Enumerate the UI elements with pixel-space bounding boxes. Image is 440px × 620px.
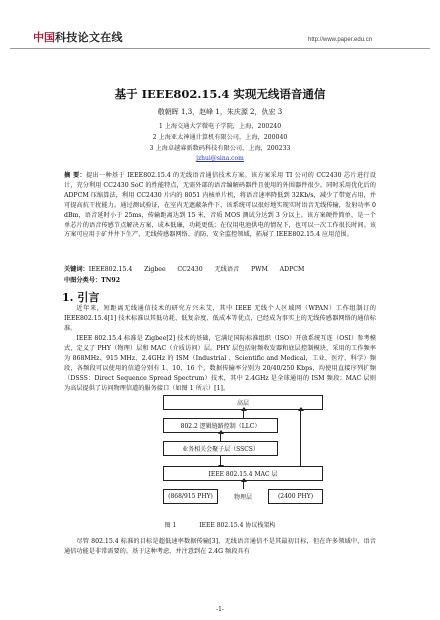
abstract-text: 提出一种基于 IEEE802.15.4 的无线语音通信技术方案。该方案采用 TI 公司的 CC2430 芯片进行设计，充分利用 CC2430 SoC 的性能特点，无需外部的语音编解码器件且使用的外围器件很少。同时采用优化后的 ADPCM 压缩算法，利用 CC2430 片内的 8051 内核单片机，将语音速率降低到 32Kb/s，减少了带宽占用，并可提高抗干扰能力。通过测试验证，在室内无遮蔽条件下，该系统可以很好地实现实时语音无线传输，发射功率 0 dBm，语音延时小于 25ms，传输距离达到 15 米，音质 MOS 测试分达到 3 分以上。该方案硬件简单，是一个单芯片的语音传感节点解决方案，成本低廉，功耗更低；在仅用电池供电的情况下，也可以一次工作很长时间。该方案可应用于矿井井下生产、无线传感器网络、消防、安全监控领域，拓展了 IEEE802.15.4 应用范围。 [64, 172, 376, 239]
phy-2400-box: (2400 PHY) [268, 489, 323, 504]
logo-red-text: 中国 [33, 32, 55, 44]
paragraph-1: 近年来，短距离无线通信技术的研究方兴未艾，其中 IEEE 无线个人区域网（WPAN）工作组制订的 IEEE802.15.4[1] 技术标准以其低功耗、低复杂度、低成本等优点，已经成为事实上的无线传感器网络的通信标准。 [64, 305, 376, 332]
paper-authors: 敬朝晖 1,3，赵峰 1，朱庆源 2，仇宏 3 [157, 108, 283, 116]
paragraph-2: IEEE 802.15.4 标准是 Zigbee[2] 技术的基础，它满足国际标准组织（ISO）开放系统互连（OSI）参考模式，定义了 PHY（物理）层和 MAC（介质访问）层。PHY 层包括射频收发器和底层控制模块，采用的工作频率为 868MHz、915 MHz、2.4GHz 的 ISM（Industrial 、Scientific and Medical，工业、医疗、科学）频段，各频段可以使用的信道分别有 1、10、16 个，数据传输率分别为 20/40/250 Kbps，均使用直接序列扩频（DSSS：Direct Sequence Spread Spectrum）技术，其中 2.4GHz 是全球通用的 ISM 频段；MAC 层则为高层提供了访问物理信道的服务接口（如图 1 所示）[1]。 [64, 335, 376, 392]
affiliation-2: 2 上海亚太神通计算机有限公司，上海，200040 [152, 134, 288, 141]
arrow-down-1 [220, 456, 221, 466]
clc-label: 中图分类号： [64, 277, 102, 284]
mac-box: IEEE 802.15.4 MAC 层 [163, 466, 323, 481]
llc-box: 802.2 逻辑链路控制（LLC） [163, 418, 278, 433]
top-layer-box: 高层 [163, 395, 323, 410]
keywords-text: IEEE802.15.4 Zigbee CC2430 无线语音 PWM ADPCM [88, 266, 305, 273]
arrow-up-2 [220, 433, 221, 441]
logo-text: 科技论文在线 [55, 32, 123, 44]
section-heading: 1. 引言 [62, 291, 100, 304]
keywords [64, 264, 376, 273]
keywords-label: 关键词： [64, 266, 89, 273]
abstract [64, 171, 376, 240]
phy-868-box: (868/915 PHY) [163, 489, 218, 504]
phy-label: 物理层 [233, 494, 252, 501]
clc-value: TN92 [101, 277, 120, 284]
abstract-label: 摘 要： [64, 172, 86, 179]
paragraph-3: 尽管 802.15.4 标准的目标是超低速率数据传输[3]，无线语音通信不是其最初目标，但在许多领域中，语音通信功能是非常需要的。基于这种考虑，并注意到在 2.4G 频段具有 [64, 538, 376, 555]
arrow-up-3 [243, 481, 244, 489]
page-number: -1- [216, 606, 224, 613]
sscs-box: 业务相关会聚子层（SSCS） [163, 441, 278, 456]
arrow-up-1 [243, 410, 244, 418]
paper-title: 基于 IEEE802.15.4 实现无线语音通信 [114, 87, 326, 101]
arrow-up-side [300, 410, 301, 466]
affiliation-3: 3 上海卓越睿新数码科技有限公司，上海，200233 [149, 145, 291, 152]
journal-logo [33, 29, 123, 45]
site-url: http://www.paper.edu.cn [308, 37, 373, 43]
header-divider [10, 48, 430, 49]
classification [64, 275, 376, 284]
author-email-link[interactable]: jzhui@sina.com [196, 155, 244, 162]
figure-caption: 图 1 IEEE 802.15.4 协议栈架构 [164, 522, 276, 529]
affiliation-1: 1 上海交通大学微电子学院，上海，200240 [158, 123, 282, 130]
